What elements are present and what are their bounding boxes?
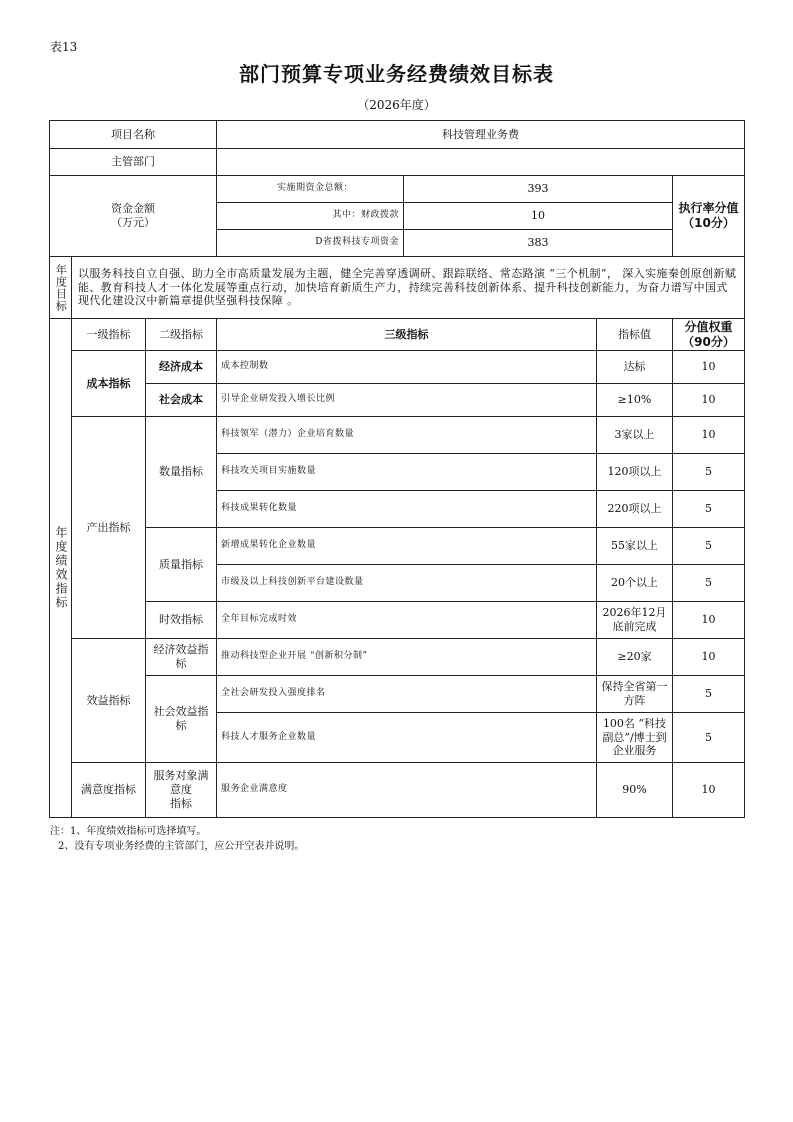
- sub-econ-benefit: 经济效益指标: [146, 639, 217, 676]
- sub-quantity: 数量指标: [146, 417, 217, 528]
- row-weight: 5: [673, 565, 745, 602]
- table-row: [50, 602, 745, 639]
- fiscal-year: （2026年度）: [357, 98, 436, 112]
- row-name: 引导企业研发投入增长比例: [217, 384, 597, 417]
- footnote: 注：1、年度绩效指标可选择填写。: [50, 826, 207, 837]
- page-title: 部门预算专项业务经费绩效目标表: [239, 62, 554, 86]
- row-weight: 10: [673, 351, 745, 384]
- row-value: ≥10%: [597, 384, 673, 417]
- fiscal-value: 10: [404, 203, 673, 230]
- goal-row: [50, 257, 745, 319]
- row-weight: 10: [673, 763, 745, 818]
- header-weight: 分值权重 （90分）: [673, 319, 745, 351]
- row-weight: 5: [673, 713, 745, 763]
- fiscal-label: 其中：财政拨款: [217, 203, 404, 230]
- group-cost: 成本指标: [72, 351, 146, 417]
- row-value: 55家以上: [597, 528, 673, 565]
- row-name: 科技领军（潜力）企业培育数量: [217, 417, 597, 454]
- project-name-label: 项目名称: [50, 121, 217, 149]
- group-output: 产出指标: [72, 417, 146, 639]
- project-name-value: 科技管理业务费: [217, 121, 745, 149]
- row-weight: 10: [673, 417, 745, 454]
- row-value: 100名 “科技副总”/博士到企业服务: [597, 713, 673, 763]
- row-name: 全社会研发投入强度排名: [217, 676, 597, 713]
- sub-service-satisfaction: 服务对象满意度 指标: [146, 763, 217, 818]
- province-value: 383: [404, 230, 673, 257]
- row-value: 达标: [597, 351, 673, 384]
- province-label: D省拨科技专项资金: [217, 230, 404, 257]
- dept-value: [217, 149, 745, 176]
- table-row: [50, 676, 745, 713]
- table-row: [50, 351, 745, 384]
- row-weight: 10: [673, 602, 745, 639]
- row-weight: 10: [673, 639, 745, 676]
- row-name: 新增成果转化企业数量: [217, 528, 597, 565]
- sub-econ-cost: 经济成本: [146, 351, 217, 384]
- total-label: 实施期资金总额：: [217, 176, 404, 203]
- row-name: 成本控制数: [217, 351, 597, 384]
- group-benefit: 效益指标: [72, 639, 146, 763]
- table-row: [50, 763, 745, 818]
- row-value: 保持全省第一方阵: [597, 676, 673, 713]
- header-value: 指标值: [597, 319, 673, 351]
- row-name: 科技成果转化数量: [217, 491, 597, 528]
- indicator-header-row: [50, 319, 745, 351]
- header-level1: 一级指标: [72, 319, 146, 351]
- row-weight: 5: [673, 528, 745, 565]
- row-name: 科技人才服务企业数量: [217, 713, 597, 763]
- dept-row: [50, 149, 745, 176]
- indicator-side-label: 年度绩效指标: [54, 526, 68, 610]
- table-row: [50, 417, 745, 454]
- goal-label: 年度目标: [54, 263, 68, 312]
- row-weight: 10: [673, 384, 745, 417]
- row-name: 全年目标完成时效: [217, 602, 597, 639]
- sub-social-cost: 社会成本: [146, 384, 217, 417]
- performance-table: [49, 120, 745, 818]
- row-name: 科技攻关项目实施数量: [217, 454, 597, 491]
- row-value: 90%: [597, 763, 673, 818]
- sub-timeliness: 时效指标: [146, 602, 217, 639]
- row-value: 220项以上: [597, 491, 673, 528]
- table-row: [50, 384, 745, 417]
- goal-text: 以服务科技自立自强、助力全市高质量发展为主题，健全完善穿透调研、跟踪联络、常态路演 “三个机制”， 深入实施秦创原创新赋能、教育科技人才一体化发展等重点行动，加快培育新质生产力，持续完善科技创新体系、提升科技创新能力，为奋力谱写中国式现代化建设汉中新篇章提供坚强科技保障 。: [72, 257, 745, 319]
- footnote: 2、没有专项业务经费的主管部门，应公开空表并说明。: [58, 841, 305, 852]
- group-satisfaction: 满意度指标: [72, 763, 146, 818]
- sub-social-benefit: 社会效益指标: [146, 676, 217, 763]
- row-weight: 5: [673, 491, 745, 528]
- header-level2: 二级指标: [146, 319, 217, 351]
- table-number: 表13: [50, 40, 78, 54]
- row-name: 市级及以上科技创新平台建设数量: [217, 565, 597, 602]
- dept-label: 主管部门: [50, 149, 217, 176]
- sub-quality: 质量指标: [146, 528, 217, 602]
- fund-total-row: [50, 176, 745, 203]
- row-value: 3家以上: [597, 417, 673, 454]
- row-weight: 5: [673, 676, 745, 713]
- row-value: 120项以上: [597, 454, 673, 491]
- row-value: 2026年12月底前完成: [597, 602, 673, 639]
- row-name: 服务企业满意度: [217, 763, 597, 818]
- footnotes: [50, 824, 304, 854]
- table-row: [50, 639, 745, 676]
- row-name: 推动科技型企业开展 “创新积分制”: [217, 639, 597, 676]
- header-level3: 三级指标: [217, 319, 597, 351]
- project-name-row: [50, 121, 745, 149]
- row-weight: 5: [673, 454, 745, 491]
- table-row: [50, 528, 745, 565]
- fund-label: 资金金额 （万元）: [50, 176, 217, 257]
- row-value: 20个以上: [597, 565, 673, 602]
- total-value: 393: [404, 176, 673, 203]
- exec-rate-label: 执行率分值 （10分）: [673, 176, 745, 257]
- row-value: ≥20家: [597, 639, 673, 676]
